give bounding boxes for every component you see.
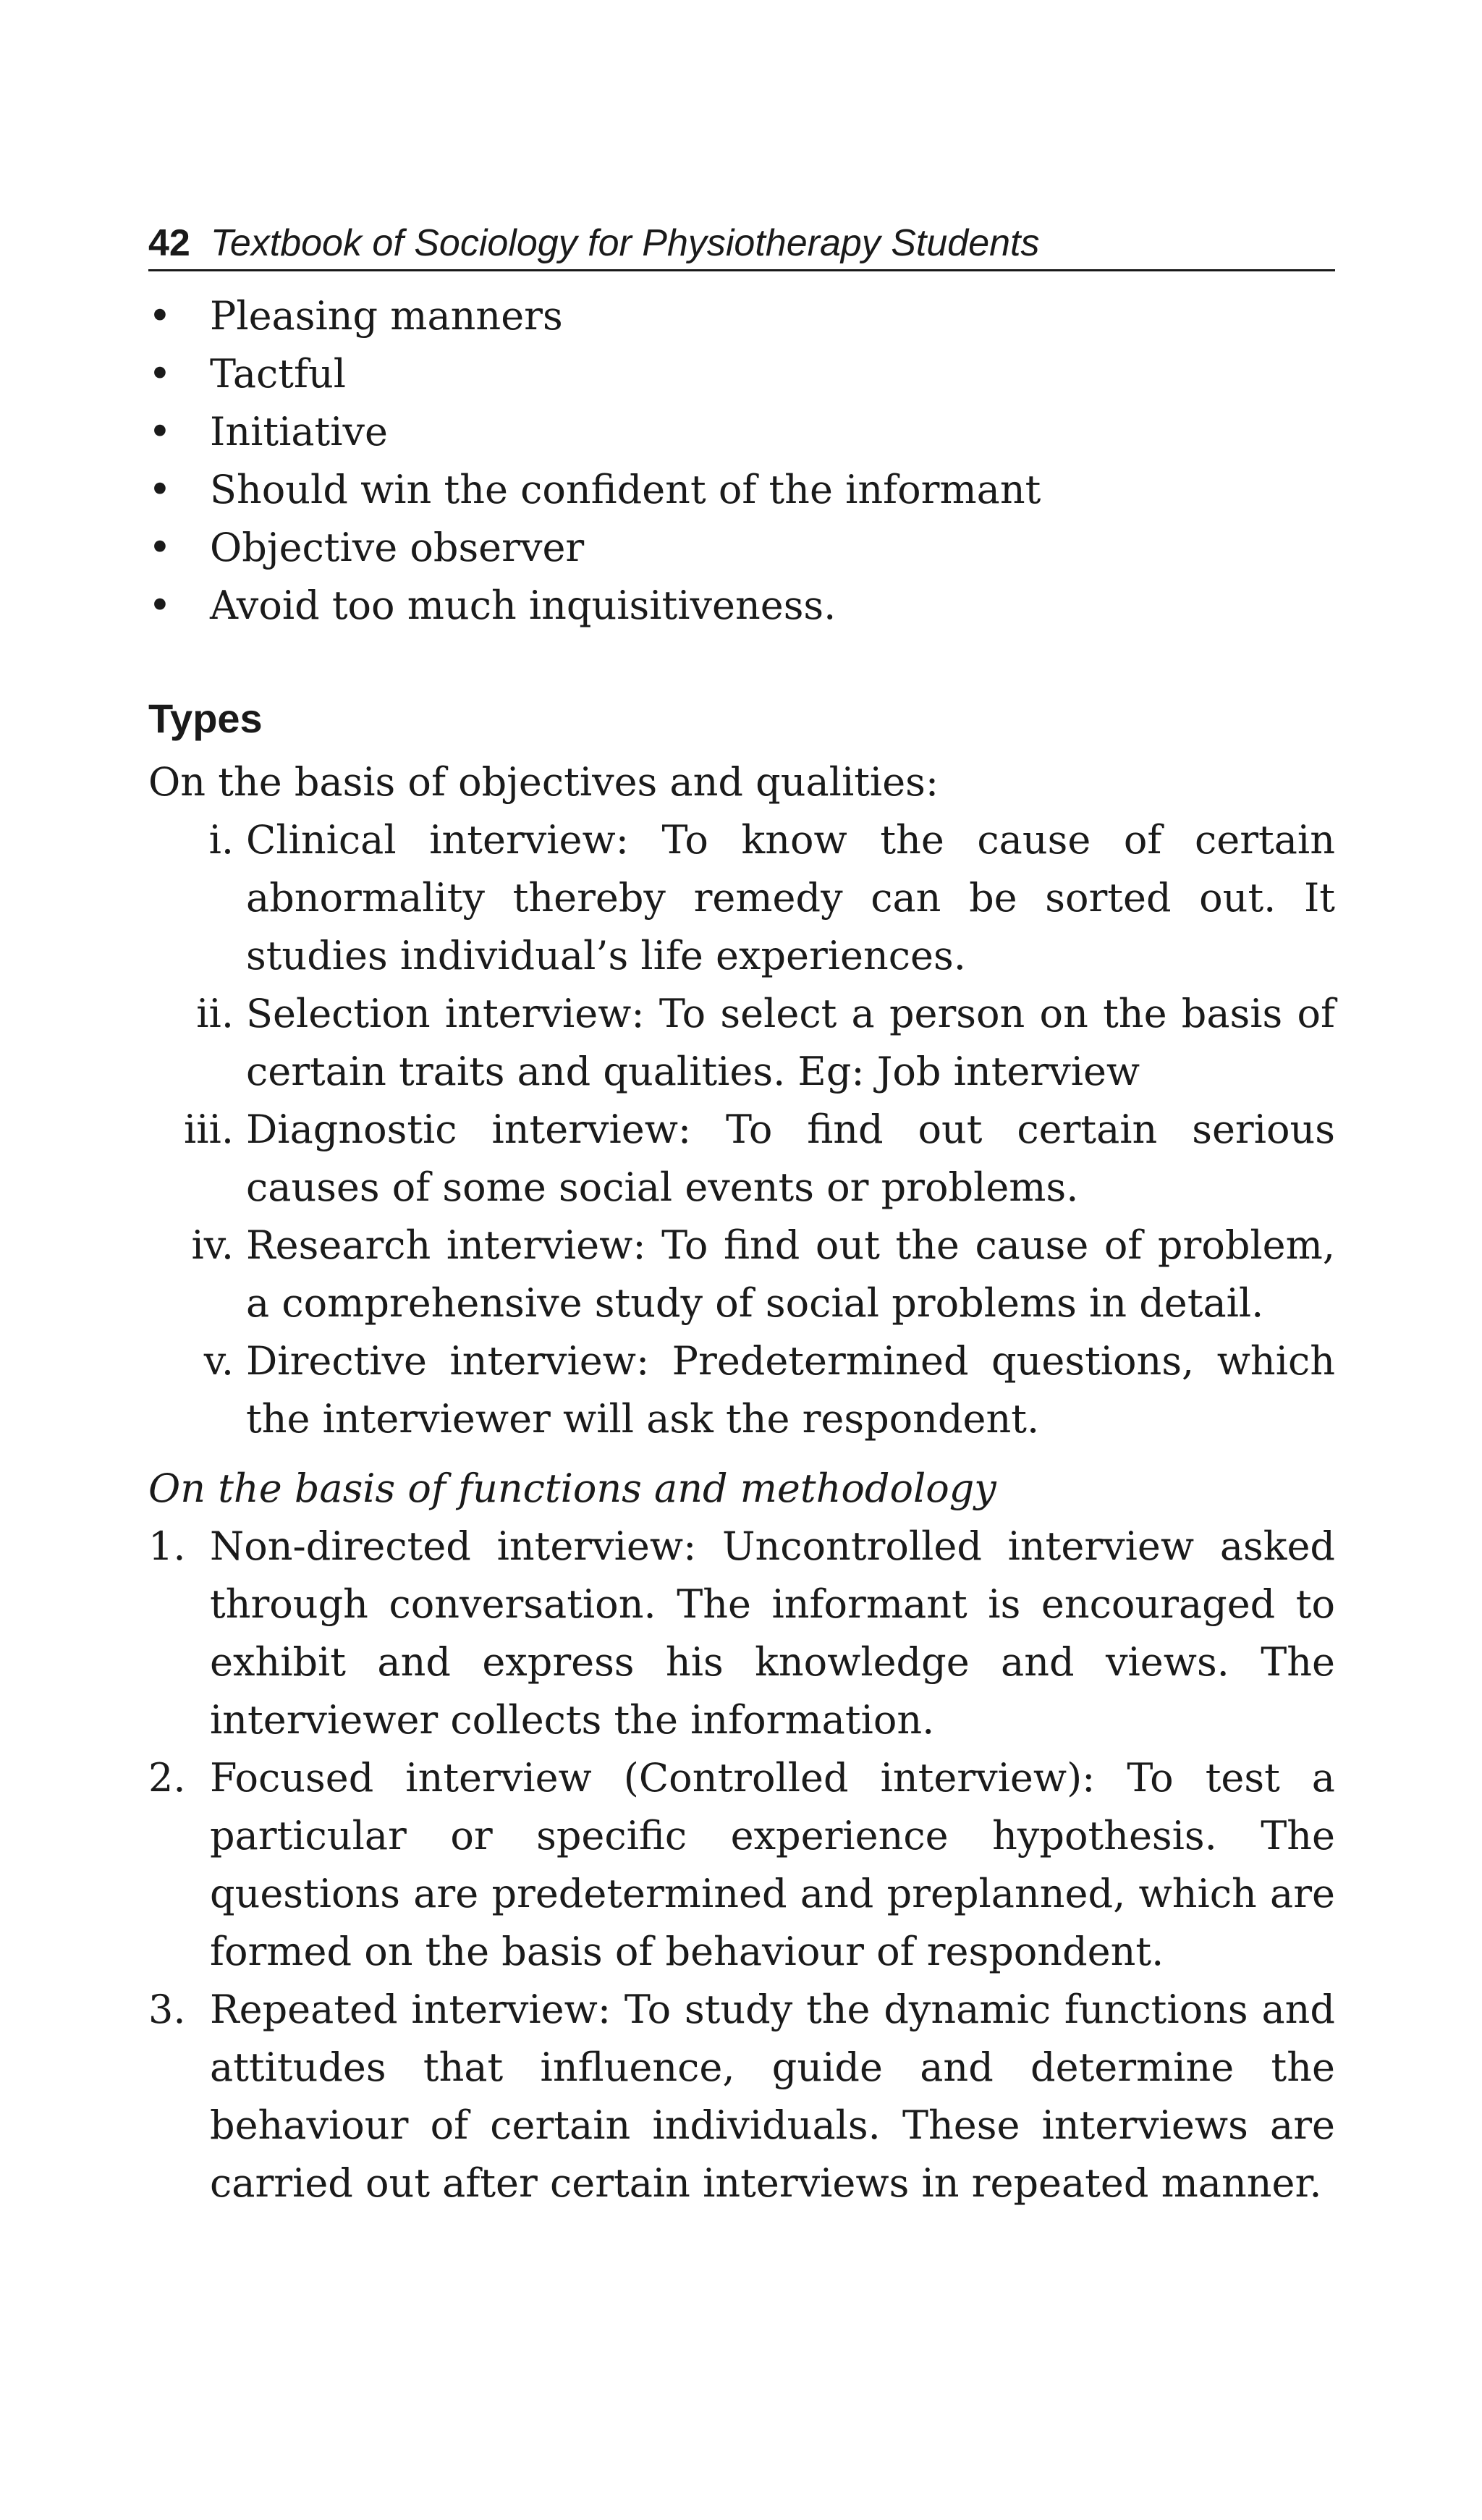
qualities-bullet-list bbox=[148, 287, 1335, 635]
bullet-item bbox=[148, 403, 1335, 461]
list-marker: 1. bbox=[148, 1523, 186, 1569]
page-body bbox=[148, 287, 1335, 2212]
functions-subheading: On the basis of functions and methodology bbox=[148, 1466, 996, 1511]
list-item-text: Clinical interview: To know the cause of certain abnormality thereby remedy can be sorted out. It studies individual’s life experiences. bbox=[246, 817, 1335, 978]
bullet-text: Tactful bbox=[210, 351, 346, 397]
list-item bbox=[148, 1101, 1335, 1217]
list-marker: i. bbox=[208, 817, 234, 863]
list-item-text: Repeated interview: To study the dynamic functions and attitudes that influence, guide and determine the behaviour of certain individuals. These interviews are carried out after certain interviews in repeated manner. bbox=[210, 1987, 1335, 2206]
bullet-marker: • bbox=[148, 351, 172, 397]
bullet-item bbox=[148, 577, 1335, 635]
list-marker: iv. bbox=[191, 1222, 234, 1268]
bullet-item bbox=[148, 519, 1335, 577]
book-page bbox=[148, 217, 1335, 2212]
bullet-item bbox=[148, 345, 1335, 403]
list-item bbox=[148, 1332, 1335, 1448]
bullet-text: Avoid too much inquisitiveness. bbox=[210, 583, 837, 628]
list-item bbox=[148, 1518, 1335, 1749]
bullet-item bbox=[148, 287, 1335, 345]
list-marker: v. bbox=[203, 1338, 234, 1384]
bullet-marker: • bbox=[148, 583, 172, 628]
bullet-marker: • bbox=[148, 293, 172, 339]
list-marker: ii. bbox=[196, 991, 234, 1036]
list-item-text: Focused interview (Controlled interview): To test a particular or specific experience hypothesis. The questions are predetermined and preplanned, which are formed on the basis of behaviour of respondent. bbox=[210, 1755, 1335, 1974]
list-item-text: Directive interview: Predetermined questions, which the interviewer will ask the respondent. bbox=[246, 1338, 1335, 1442]
types-intro: On the basis of objectives and qualities: bbox=[148, 759, 939, 805]
list-item bbox=[148, 985, 1335, 1101]
functions-numbered-list bbox=[148, 1518, 1335, 2212]
running-header bbox=[148, 217, 1335, 271]
list-item-text: Diagnostic interview: To find out certain serious causes of some social events or problems. bbox=[246, 1107, 1335, 1210]
bullet-item bbox=[148, 461, 1335, 519]
types-roman-list bbox=[148, 811, 1335, 1448]
bullet-text: Should win the confident of the informant bbox=[210, 467, 1041, 512]
bullet-marker: • bbox=[148, 467, 172, 512]
types-heading: Types bbox=[148, 695, 263, 741]
list-marker: iii. bbox=[184, 1107, 234, 1152]
list-item bbox=[148, 1981, 1335, 2212]
list-marker: 2. bbox=[148, 1755, 186, 1801]
page-number: 42 bbox=[148, 222, 190, 264]
bullet-text: Initiative bbox=[210, 409, 388, 454]
list-item bbox=[148, 1749, 1335, 1981]
bullet-marker: • bbox=[148, 525, 172, 570]
list-item bbox=[148, 811, 1335, 985]
bullet-marker: • bbox=[148, 409, 172, 454]
bullet-text: Objective observer bbox=[210, 525, 585, 570]
bullet-text: Pleasing manners bbox=[210, 293, 563, 339]
list-item bbox=[148, 1217, 1335, 1332]
list-item-text: Research interview: To find out the cause of problem, a comprehensive study of social problems in detail. bbox=[246, 1222, 1335, 1326]
book-title: Textbook of Sociology for Physiotherapy Students bbox=[210, 222, 1040, 264]
list-marker: 3. bbox=[148, 1987, 186, 2032]
list-item-text: Selection interview: To select a person on the basis of certain traits and qualities. Eg: Job interview bbox=[246, 991, 1335, 1094]
list-item-text: Non-directed interview: Uncontrolled interview asked through conversation. The informant is encouraged to exhibit and express his knowledge and views. The interviewer collects the information. bbox=[210, 1523, 1335, 1743]
